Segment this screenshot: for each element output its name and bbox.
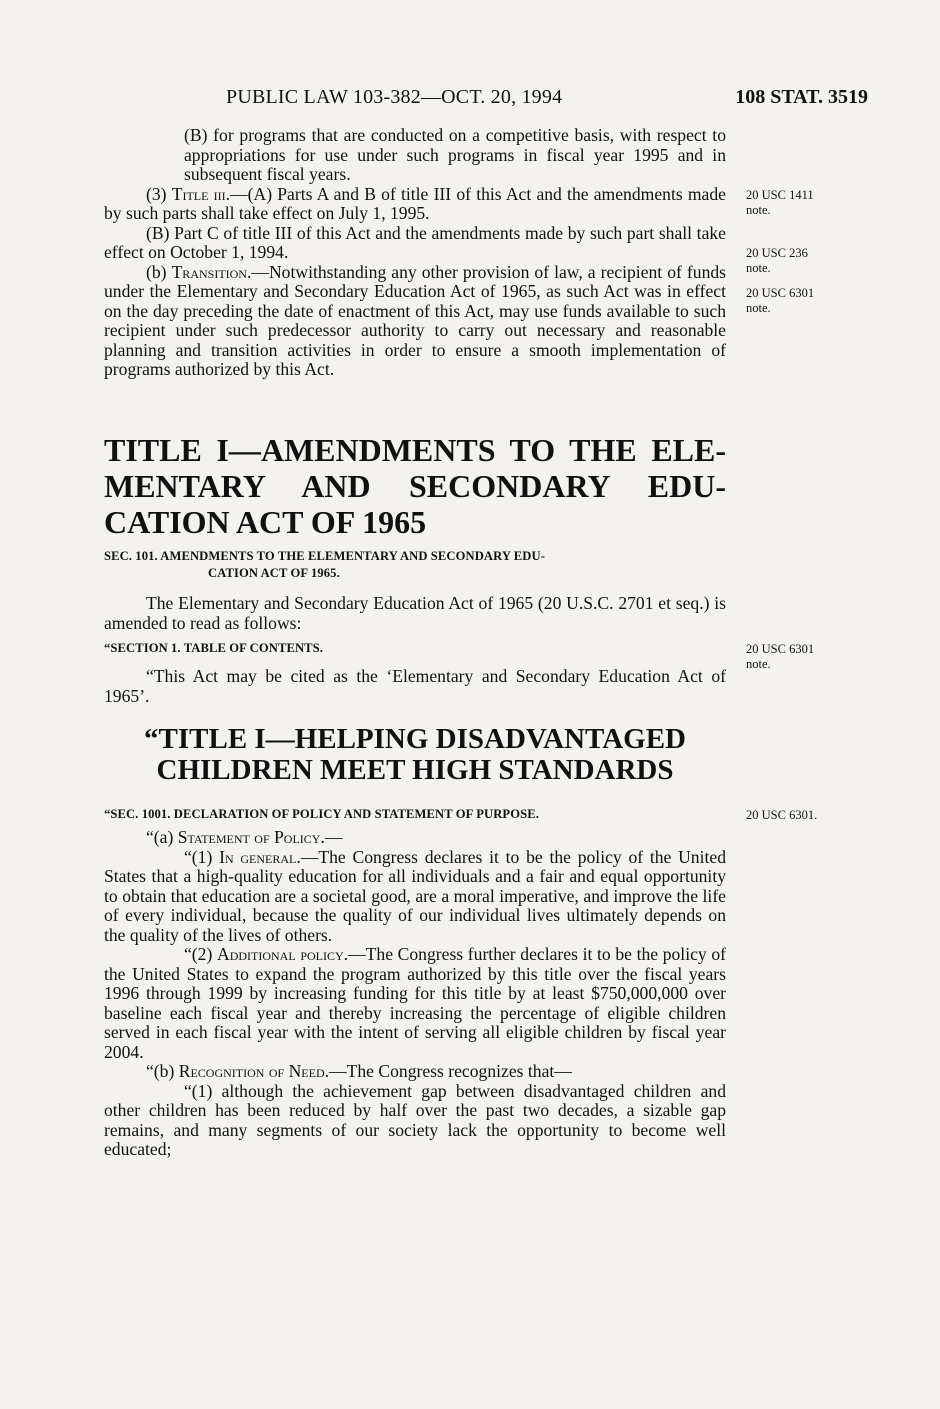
note-line: 20 USC 6301 (746, 642, 815, 656)
paragraph-b-transition (104, 263, 726, 380)
text: —(A) Parts A and B of title III of this Act and the amendments made by such parts shall take effect on July 1, 1995. (104, 183, 726, 223)
section-1-heading (104, 640, 726, 657)
note-line: 20 USC 1411 (746, 188, 814, 202)
heading-text: Transition. (171, 261, 252, 282)
text: — (324, 827, 343, 847)
text: “(1) (184, 846, 220, 867)
heading-line: TITLE I—AMENDMENTS TO THE ELE- (104, 432, 726, 468)
note-line: 20 USC 6301 (746, 286, 815, 300)
margin-note-236 (746, 246, 808, 276)
running-title: PUBLIC LAW 103-382—OCT. 20, 1994 (226, 86, 563, 108)
heading-line: “SECTION 1. TABLE OF CONTENTS. (104, 641, 324, 655)
heading-line: CATION ACT OF 1965 (104, 504, 427, 540)
title-i-helping-heading (104, 724, 726, 786)
margin-note-6301-c (746, 808, 817, 823)
heading-text: Recognition of Need. (178, 1061, 330, 1081)
text: “(a) (146, 827, 178, 847)
heading-line: MENTARY AND SECONDARY EDU- (104, 468, 726, 504)
paragraph: The Elementary and Secondary Education Act of 1965 (20 U.S.C. 2701 et seq.) is amended to read as follows: (104, 593, 726, 633)
text: (b) (146, 261, 172, 282)
heading-text: Title iii. (171, 183, 231, 204)
sec-101-body (104, 594, 726, 633)
paragraph-3-title-iii (104, 185, 726, 224)
note-line: note. (746, 203, 771, 217)
text: —The Congress further declares it to be the policy of the United States to expand the program authorized by this title over the fiscal years 1996 through 1999 by increasing funding for this title by at least $750,000,000 over baseline each fiscal year and thereby increasing the percentage of eligible children served in each fiscal year with the intent of serving all eligible children by fiscal year 2004. (104, 944, 726, 1062)
paragraph-b-part-c (104, 224, 726, 263)
paragraph-a2-additional (104, 945, 726, 1062)
heading-line: “SEC. 1001. DECLARATION OF POLICY AND STATEMENT OF PURPOSE. (104, 807, 539, 821)
note-line: 20 USC 236 (746, 246, 808, 260)
heading-text: Additional policy. (216, 944, 349, 964)
sec-1001-body (104, 828, 726, 1160)
sec-1001-heading (104, 806, 726, 823)
margin-note-1411 (746, 188, 814, 218)
paragraph-b-competitive (104, 126, 726, 185)
text: (3) (146, 183, 172, 204)
text: (B) Part C of title III of this Act and the amendments made by such part shall take effect on October 1, 1994. (104, 222, 726, 262)
heading-line: CHILDREN MEET HIGH STANDARDS (156, 754, 674, 786)
note-line: 20 USC 6301. (746, 808, 818, 822)
sec-101-heading (104, 548, 726, 582)
text: —Notwithstanding any other provision of law, a recipient of funds under the Elementary and Secondary Education Act of 1965, as such Act was in effect on the day preceding the date of enactment of this Act, may use funds available to such recipient under such predecessor authority to carry out necessary and reasonable planning and transition activities in order to ensure a smooth implementation of programs authorized by this Act. (104, 261, 727, 379)
note-line: note. (746, 301, 771, 315)
note-line: note. (746, 261, 771, 275)
heading-line: SEC. 101. AMENDMENTS TO THE ELEMENTARY AND SECONDARY EDU- (104, 549, 545, 563)
statute-page-number: 108 STAT. 3519 (735, 86, 868, 108)
page-header (226, 86, 868, 112)
paragraph-a-statement (104, 828, 726, 848)
section-1-body (104, 667, 726, 706)
heading-line: CATION ACT OF 1965. (208, 566, 340, 580)
paragraph-b1-gap: “(1) although the achievement gap between disadvantaged children and other children has been reduced by half over the past two decades, a sizable gap remains, and many segments of our society lack the opportunity to become well educated; (104, 1080, 726, 1159)
effective-dates-section (104, 126, 726, 380)
title-i-heading (104, 432, 726, 540)
note-line: note. (746, 657, 771, 671)
text: (B) for programs that are conducted on a competitive basis, with respect to appropriations for use under such programs in fiscal year 1995 and in subsequent fiscal years. (184, 125, 726, 184)
paragraph-a1-general (104, 848, 726, 946)
heading-line: “TITLE I—HELPING DISADVANTAGED (144, 723, 686, 755)
margin-note-6301-a (746, 286, 814, 316)
text: —The Congress recognizes that— (329, 1061, 572, 1081)
paragraph-b-recognition (104, 1062, 726, 1082)
margin-note-6301-b (746, 642, 814, 672)
text: —The Congress declares it to be the policy of the United States that a high-quality education for all individuals and a fair and equal opportunity to obtain that education are a societal good, are a moral imperative, and improve the life of every individual, because the quality of our individual lives ultimately depends on the quality of the lives of others. (104, 846, 726, 945)
heading-text: In general. (219, 846, 301, 867)
heading-text: Statement of Policy. (177, 827, 325, 847)
paragraph: “This Act may be cited as the ‘Elementary and Secondary Education Act of 1965’. (104, 666, 726, 706)
text: “(b) (146, 1061, 179, 1081)
text: “(2) (184, 944, 217, 964)
